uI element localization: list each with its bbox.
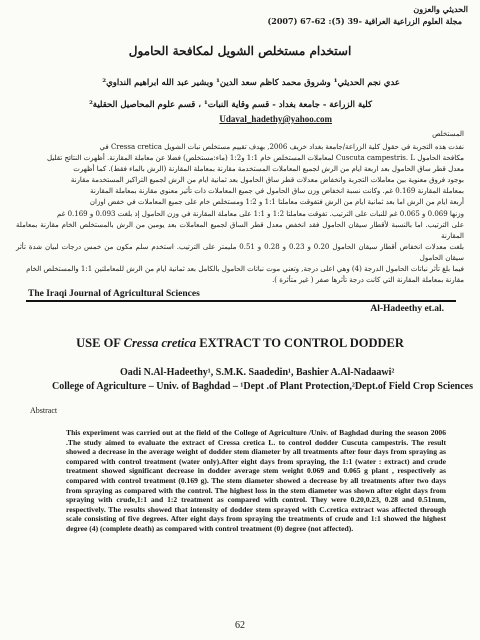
- arabic-abstract-label: المستخلص: [432, 130, 464, 138]
- title-prefix: USE OF: [76, 336, 124, 350]
- arabic-abstract-line: بوجود فروق معنوية بين معاملات التجربة وانخفاض معدلات قطر ساق الحامول بعد ثمانية ايام من الرش لجميع التراكيز المستخدمة مقارنة: [70, 176, 464, 185]
- author-email: Udaval_hadethy@yahoo.com: [219, 114, 332, 124]
- page-number: 62: [235, 620, 245, 631]
- arabic-affiliation: كلية الزراعة - جامعة بغداد - قسم وقاية النبات¹ ، قسم علوم المحاصيل الحقلية²: [89, 100, 372, 110]
- arabic-abstract-line: مكافحة الحامول Cuscuta campestris. L لمعاملات المستخلص خام 1:1 و1:2 (ماء:مستخلص) فضلا عن معاملة المقارنة. أظهرت النتائج تقليل: [47, 154, 464, 163]
- arabic-title: استخدام مستخلص الشويل لمكافحة الحامول: [128, 44, 352, 58]
- arabic-abstract-line: على الترتيب. اما بالنسبة لأقطار سيقان الحامول فقد انخفض معدل قطر الساق لجميع المعاملات بعد يومين من الرش بالمستخلص الخام مقارنة بمعاملة المقارنة: [16, 220, 464, 240]
- english-abstract: This experiment was carried out at the field of the College of Agriculture /Univ. of Baghdad during the season 2006 .The study aimed to evaluate the extract of Cressa cretica L. to control dodder Cuscuta campestris. The result showed a decrease in the average weight of dodder stem diameter by all treatments after four days from spraying as compared with control treatment (water only).After eight days from spraying, the 1:1 (water : extract) and crude treatment showed significant decrease in dodder average stem weight 0.069 and 0.065 g plant , respectively as compared with control treatment (0.169 g). The stem diameter showed a decrease by all treatments after two days from spraying as compared with the control. The highest loss in the stem diameter was shown after eight days from spraying with crude,1:1 and 1:2 treatment as compared with control. They were 0.20,0.23, 0.28 and 0.51mm, respectively. The results showed that intensity of dodder stem sprayed with C.cretica extract was affected through scale consisting of five degrees. After eight days from spraying the treatments of crude and 1:1 showed the highest degree (4) (complete death) as compared with control treatment (0) degree (not affected).: [66, 428, 446, 533]
- arabic-authors: عدي نجم الحديثي¹ وشروق محمد كاظم سعد الدين¹ وبشير عبد الله ابراهيم النداوي²: [102, 78, 400, 88]
- english-affiliation: College of Agriculture – Univ. of Baghdad – ¹Dept .of Plant Protection,²Dept.of Field Crop Sciences: [52, 381, 473, 392]
- arabic-abstract-line: مقارنة بمعاملة المقارنة التي كانت درجة تأثرها صفر ( غير متأثرة ).: [272, 276, 464, 285]
- arabic-abstract-line: بمعاملة المقارنة 0.169 غم. وكانت نسبة انخفاض وزن ساق الحامول في جميع المعاملات ذات تأثير معنوي مقارنة بمعاملة المقارنة: [90, 187, 464, 196]
- english-authors: Oadi N.Al-Hadeethy¹, S.M.K. Saadedin¹, Bashier A.Al-Nadaawi²: [120, 367, 395, 378]
- journal-name: The Iraqi Journal of Agricultural Sciences: [28, 289, 200, 299]
- english-title: [0, 336, 480, 351]
- arabic-abstract-line: فيما بلغ تأثر نباتات الحامول الدرجة (4) وهي اعلى درجة, وتعني موت نباتات الحامول بالكامل بعد ثمانية ايام من الرش للمعاملتين 1:1 والمستخلص الخام: [26, 265, 464, 274]
- running-authors: Al-Hadeethy et.al.: [370, 304, 444, 314]
- arabic-abstract: [16, 142, 464, 286]
- journal-citation-line: مجلة العلوم الزراعية العراقية -39 (5): 62-67 (2007): [267, 16, 462, 26]
- title-suffix: EXTRACT TO CONTROL DODDER: [196, 336, 404, 350]
- arabic-abstract-line: وزنها 0.069 و 0.065 غم للنبات على الترتيب. تفوقت معاملتا 1:2 و 1:1 على معاملة المقارنة في وزن الحامول إذ بلغت 0.093 و 0.169 غم: [57, 209, 464, 218]
- arabic-abstract-line: أربعة ايام من الرش اما بعد ثمانية ايام من الرش فتفوقت معاملتا 1:1 و 1:2 ومستخلص خام على جميع المعاملات في خفض اوزان: [89, 198, 464, 207]
- arabic-abstract-line: نفذت هذه التجربة في حقول كلية الزراعة/جامعة بغداد خريف 2006, بهدف تقييم مستخلص نبات الشويل Cressa cretica في: [99, 143, 464, 151]
- title-species: Cressa cretica: [123, 336, 197, 350]
- arabic-abstract-line: بلغت معدلات انخفاض أقطار سيقان الحامول 0.20 و 0.23 و 0.28 و 0.51 مليمتر على الترتيب. استخدم سلم مكون من خمس درجات لبيان شدة تأثر سيقان الحامول: [16, 242, 464, 262]
- running-head: الحديثي والعزون: [413, 4, 468, 14]
- english-abstract-label: Abstract: [30, 406, 58, 415]
- section-divider: [26, 300, 456, 302]
- arabic-abstract-line: معدل قطر ساق الحامول بعد اربعة ايام من الرش لجميع المعاملات المستخدمة مقارنة بمعاملة المقارنة (الرش بالماء فقط). كما أظهرت: [73, 165, 464, 174]
